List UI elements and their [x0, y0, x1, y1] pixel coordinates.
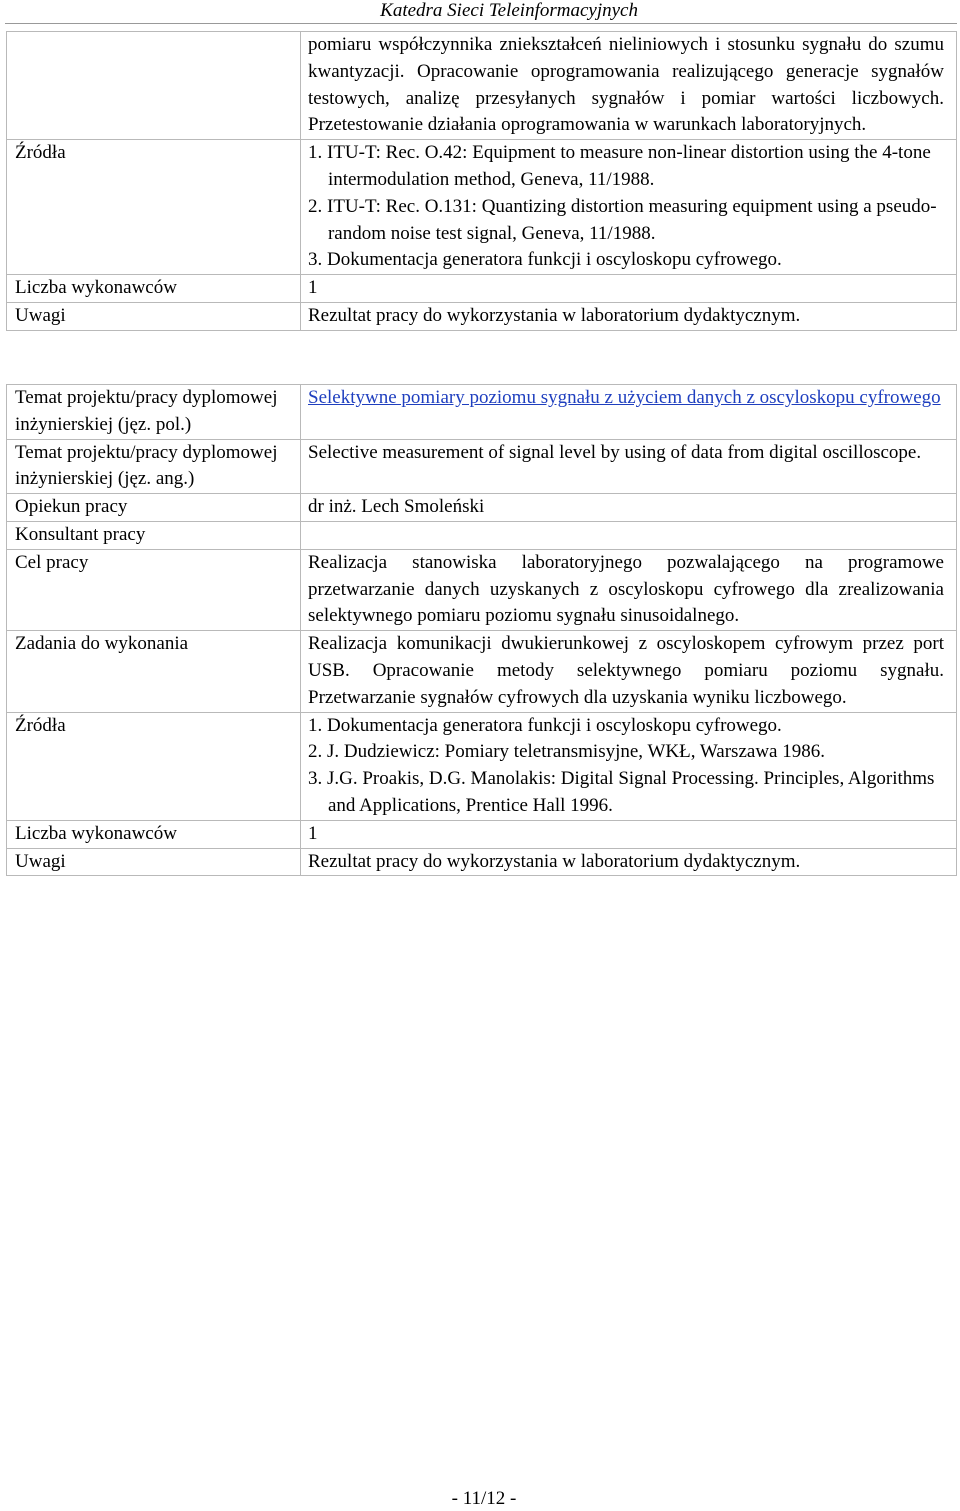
- temat-en-label: Temat projektu/pracy dyplomowej inżynierskiej (jęz. ang.): [7, 439, 301, 494]
- row-konsultant: [7, 521, 957, 549]
- zrodla-value: [301, 140, 957, 275]
- temat-en-value: Selective measurement of signal level by using of data from digital oscilloscope.: [301, 439, 957, 494]
- uwagi-value: Rezultat pracy do wykorzystania w laboratorium dydaktycznym.: [301, 848, 957, 876]
- konsultant-label: Konsultant pracy: [7, 521, 301, 549]
- konsultant-value: [301, 521, 957, 549]
- zrodla-value: [301, 712, 957, 820]
- liczba-value: 1: [301, 275, 957, 303]
- uwagi-value: Rezultat pracy do wykorzystania w laboratorium dydaktycznym.: [301, 302, 957, 330]
- opiekun-value: dr inż. Lech Smoleński: [301, 494, 957, 522]
- opiekun-label: Opiekun pracy: [7, 494, 301, 522]
- cel-value: Realizacja stanowiska laboratoryjnego pozwalającego na programowe przetwarzanie danych uzyskanych z oscyloskopu cyfrowego dla zrealizowania selektywnego pomiaru poziomu sygnału sinusoidalnego.: [301, 549, 957, 630]
- row-zrodla: [7, 140, 957, 275]
- cel-continuation-value: pomiaru współczynnika zniekształceń nieliniowych i stosunku sygnału do szumu kwantyzacji. Opracowanie oprogramowania realizującego generacje sygnałów testowych, analizę przesyłanych sygnałów i pomiar wartości liczbowych. Przetestowanie działania oprogramowania w warunkach laboratoryjnych.: [301, 32, 957, 140]
- row-opiekun: [7, 494, 957, 522]
- row-temat-pl: [7, 385, 957, 440]
- project-table: [6, 384, 957, 876]
- row-cel: [7, 549, 957, 630]
- temat-pl-link[interactable]: Selektywne pomiary poziomu sygnału z użyciem danych z oscyloskopu cyfrowego: [308, 387, 941, 408]
- row-liczba: [7, 820, 957, 848]
- row-uwagi: [7, 848, 957, 876]
- row-cel-continuation: [7, 32, 957, 140]
- row-uwagi: [7, 302, 957, 330]
- project-table-continued: [6, 31, 957, 331]
- page-number: - 11/12 -: [451, 1488, 517, 1509]
- zadania-value: Realizacja komunikacji dwukierunkowej z oscyloskopem cyfrowym przez port USB. Opracowanie metody selektywnego pomiaru poziomu sygnału. Przetwarzanie sygnałów cyfrowych dla uzyskania wyniku liczbowego.: [301, 631, 957, 712]
- cel-label: Cel pracy: [7, 549, 301, 630]
- page-header: [0, 0, 960, 22]
- row-zadania: [7, 631, 957, 712]
- uwagi-label: Uwagi: [7, 302, 301, 330]
- zrodla-label: Źródła: [7, 140, 301, 275]
- source-item: 3. J.G. Proakis, D.G. Manolakis: Digital Signal Processing. Principles, Algorithms and Applications, Prentice Hall 1996.: [308, 768, 935, 816]
- row-liczba: [7, 275, 957, 303]
- header-rule: [5, 23, 957, 24]
- source-item: 1. ITU-T: Rec. O.42: Equipment to measure non-linear distortion using the 4-tone intermodulation method, Geneva, 11/1988.: [308, 142, 931, 190]
- temat-pl-label: Temat projektu/pracy dyplomowej inżynierskiej (jęz. pol.): [7, 385, 301, 440]
- department-title: Katedra Sieci Teleinformacyjnych: [380, 0, 638, 21]
- row-zrodla: [7, 712, 957, 820]
- row-temat-en: [7, 439, 957, 494]
- cel-label-empty: [7, 32, 301, 140]
- source-item: 1. Dokumentacja generatora funkcji i oscyloskopu cyfrowego.: [308, 714, 782, 736]
- zadania-label: Zadania do wykonania: [7, 631, 301, 712]
- temat-pl-value: [301, 385, 957, 440]
- zrodla-label: Źródła: [7, 712, 301, 820]
- uwagi-label: Uwagi: [7, 848, 301, 876]
- source-item: 2. ITU-T: Rec. O.131: Quantizing distortion measuring equipment using a pseudo-random noise test signal, Geneva, 11/1988.: [308, 195, 937, 244]
- liczba-label: Liczba wykonawców: [7, 275, 301, 303]
- liczba-value: 1: [301, 820, 957, 848]
- source-item: 2. J. Dudziewicz: Pomiary teletransmisyjne, WKŁ, Warszawa 1986.: [308, 741, 825, 763]
- liczba-label: Liczba wykonawców: [7, 820, 301, 848]
- source-item: 3. Dokumentacja generatora funkcji i oscyloskopu cyfrowego.: [308, 249, 782, 271]
